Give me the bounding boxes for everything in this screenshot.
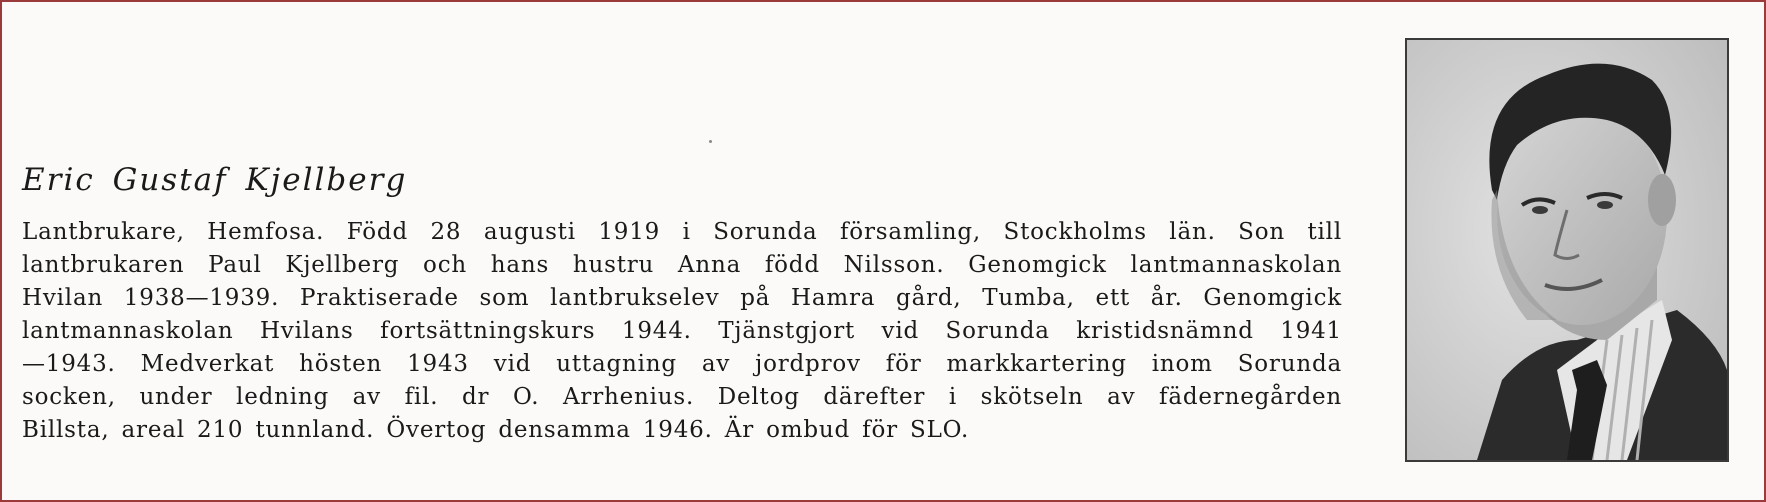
biography-line: Hvilan 1938—1939. Praktiserade som lantbrukselev på Hamra gård, Tumba, ett år. Genomgick xyxy=(22,285,1342,311)
print-speck xyxy=(709,140,712,143)
biography-line: lantbrukaren Paul Kjellberg och hans hustru Anna född Nilsson. Genomgick lantmannaskolan xyxy=(22,252,1342,278)
biography-line: lantmannaskolan Hvilans fortsättningskurs 1944. Tjänstgjort vid Sorunda kristidsnämnd 1941 xyxy=(22,318,1342,344)
biography-line: —1943. Medverkat hösten 1943 vid uttagning av jordprov för markkartering inom Sorunda xyxy=(22,351,1342,377)
biography-line: socken, under ledning av fil. dr O. Arrhenius. Deltog därefter i skötseln av fädernegården xyxy=(22,384,1342,410)
person-name: Eric Gustaf Kjellberg xyxy=(22,162,408,198)
biography-text xyxy=(22,216,1342,447)
portrait-illustration xyxy=(1407,40,1727,460)
portrait-photo xyxy=(1405,38,1729,462)
biography-line: Lantbrukare, Hemfosa. Född 28 augusti 1919 i Sorunda församling, Stockholms län. Son till xyxy=(22,219,1342,245)
biography-line: Billsta, areal 210 tunnland. Övertog densamma 1946. Är ombud för SLO. xyxy=(22,417,970,443)
